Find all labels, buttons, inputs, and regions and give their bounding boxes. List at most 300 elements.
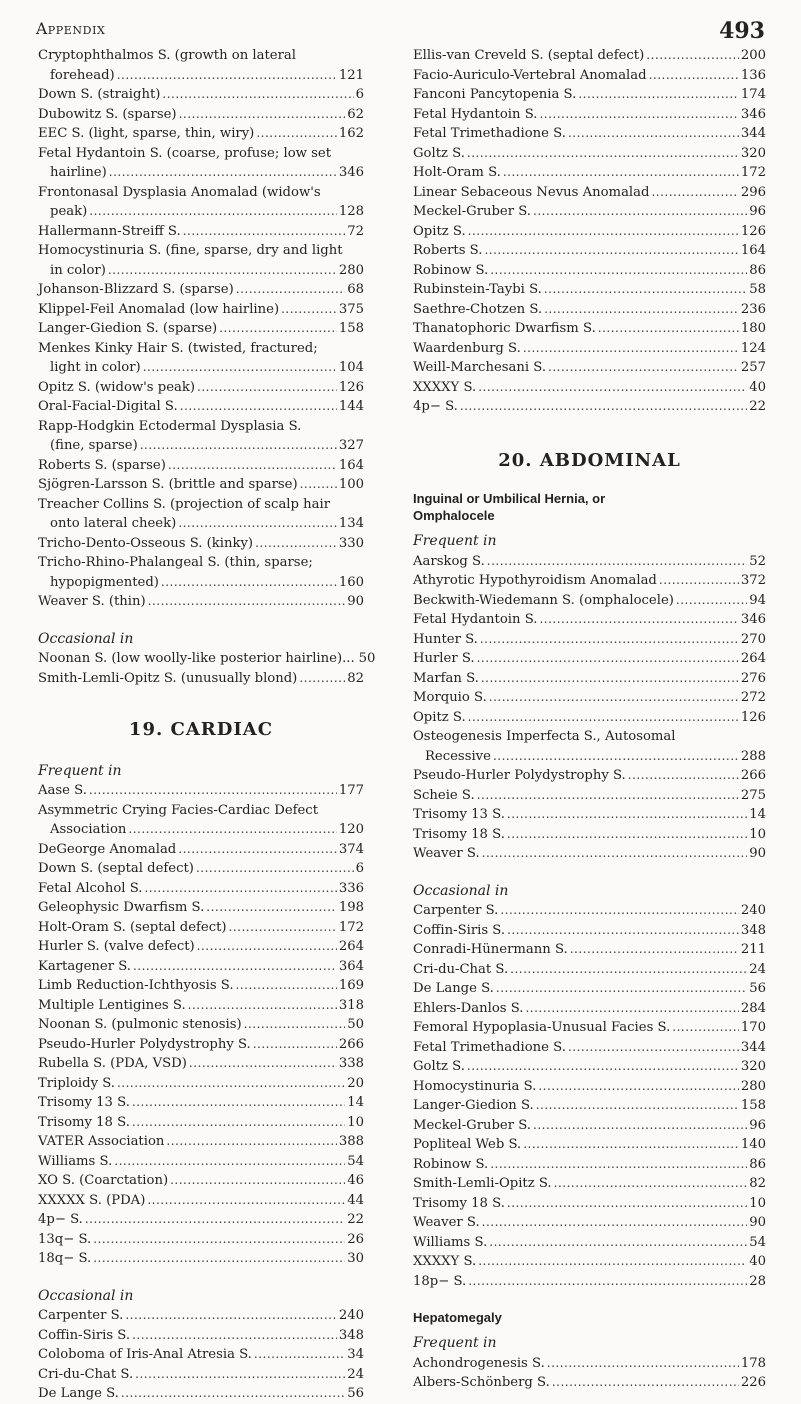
- index-entry: [38, 1035, 364, 1055]
- entry-page-number: 104: [338, 360, 364, 375]
- index-entry: [413, 144, 766, 164]
- entry-page-number: 10: [347, 1114, 364, 1130]
- group-heading-line: Inguinal or Umbilical Hernia, or: [413, 491, 606, 506]
- section-title-abdominal: 20. ABDOMINAL: [498, 449, 681, 471]
- entry-page-number: 276: [740, 670, 766, 686]
- index-entry: [38, 879, 364, 899]
- dot-leader: [482, 1213, 748, 1233]
- dot-leader: [183, 222, 346, 242]
- index-entry: [413, 1233, 766, 1253]
- index-entry: [413, 202, 766, 222]
- dot-leader: [467, 144, 739, 164]
- dot-leader: [676, 591, 747, 611]
- index-entry: [38, 1345, 364, 1365]
- index-entry: [38, 1132, 364, 1152]
- entry-name: (fine, sparse): [50, 438, 138, 453]
- dot-leader: [147, 1191, 345, 1211]
- entry-page-number: 26: [347, 1231, 364, 1247]
- group-heading-line: Omphalocele: [413, 508, 495, 523]
- entry-page-number: 364: [338, 958, 364, 974]
- dot-leader: [236, 280, 345, 300]
- dot-leader: [93, 1230, 345, 1250]
- index-entry: [413, 727, 766, 766]
- entry-name: Trisomy 18 S.: [413, 1195, 505, 1211]
- index-entry: [413, 630, 766, 650]
- index-entry: [413, 786, 766, 806]
- dot-leader: [166, 1132, 336, 1152]
- dot-leader: [478, 1252, 747, 1272]
- entry-name: forehead): [50, 67, 115, 83]
- index-entry: [38, 996, 364, 1016]
- entry-name: Rubella S. (PDA, VSD): [38, 1056, 187, 1071]
- entry-page-number: 320: [740, 1059, 766, 1074]
- entry-page-number: 56: [347, 1386, 364, 1401]
- entry-name: Osteogenesis Imperfecta S., Autosomal: [413, 729, 676, 744]
- entry-name: peak): [50, 204, 88, 219]
- entry-name: Hurler S.: [413, 651, 475, 666]
- entry-page-number: 58: [749, 282, 766, 297]
- entry-name: Ellis-van Creveld S. (septal defect): [413, 48, 645, 63]
- index-entry: [38, 649, 376, 669]
- entry-name: Fetal Trimethadione S.: [413, 126, 566, 141]
- dot-leader: [507, 825, 747, 845]
- dot-leader: [539, 105, 738, 125]
- frequent-subheading: Frequent in: [413, 533, 497, 549]
- occasional-subheading: Occasional in: [38, 630, 134, 647]
- entry-page-number: 62: [347, 106, 364, 122]
- index-entry: [38, 280, 364, 300]
- entry-name: Williams S.: [413, 1234, 488, 1250]
- index-entry: [413, 571, 766, 591]
- entry-name: Cryptophthalmos S. (growth on lateral: [38, 48, 296, 63]
- entry-page-number: 144: [338, 399, 364, 414]
- index-entry: [38, 339, 364, 378]
- entry-name: 18q− S.: [38, 1251, 92, 1266]
- entry-page-number: 14: [749, 807, 766, 822]
- dot-leader: [125, 1306, 336, 1326]
- entry-page-number: 90: [749, 846, 766, 861]
- index-entry: [413, 1194, 766, 1214]
- dot-leader: [178, 514, 337, 534]
- entry-name: Fanconi Pancytopenia S.: [413, 87, 577, 102]
- index-entry: [38, 898, 364, 918]
- index-entry: [413, 1354, 766, 1374]
- entry-name: Recessive: [425, 748, 491, 764]
- entry-page-number: 266: [338, 1036, 364, 1052]
- index-entry: [413, 940, 766, 960]
- dot-leader: [244, 1015, 346, 1035]
- entry-name: Waardenburg S.: [413, 340, 521, 356]
- entry-page-number: 126: [338, 379, 364, 395]
- index-entry: [413, 1373, 766, 1393]
- entry-name: Popliteal Web S.: [413, 1137, 522, 1152]
- entry-name: XXXXY S.: [413, 1254, 477, 1269]
- entry-name: Oral-Facial-Digital S.: [38, 399, 178, 414]
- index-entry: [413, 280, 766, 300]
- dot-leader: [168, 456, 337, 476]
- entry-page-number: 96: [749, 204, 766, 219]
- entry-name: Thanatophoric Dwarfism S.: [413, 321, 596, 336]
- entry-name: Hunter S.: [413, 631, 478, 647]
- entry-name: Opitz S. (widow's peak): [38, 379, 196, 395]
- entry-page-number: 280: [740, 1078, 766, 1094]
- entry-name: Aase S.: [38, 783, 87, 798]
- dot-leader: [507, 1194, 747, 1214]
- entry-page-number: 6: [355, 861, 364, 876]
- index-entry: [413, 610, 766, 630]
- entry-page-number: 82: [347, 670, 364, 686]
- entry-page-number: 158: [338, 321, 364, 336]
- index-entry: [38, 592, 364, 612]
- index-entry: [38, 957, 364, 977]
- dot-leader: [148, 592, 346, 612]
- hair-entry-list: [38, 46, 364, 612]
- index-entry: [413, 1077, 766, 1097]
- index-entry: [38, 1230, 364, 1250]
- dot-leader: [178, 840, 337, 860]
- entry-name: Facio-Auriculo-Vertebral Anomalad: [413, 67, 647, 83]
- entry-name: Goltz S.: [413, 145, 465, 161]
- index-entry: [413, 999, 766, 1019]
- dot-leader: [254, 1345, 345, 1365]
- running-head: Appendix: [36, 20, 106, 38]
- dot-leader: [179, 105, 346, 125]
- entry-page-number: 96: [749, 1117, 766, 1133]
- dot-leader: [121, 1384, 345, 1404]
- dot-leader: [89, 202, 337, 222]
- dot-leader: [489, 1233, 747, 1253]
- entry-name: Sjögren-Larsson S. (brittle and sparse): [38, 477, 298, 492]
- entry-page-number: 169: [338, 978, 364, 993]
- entry-name: onto lateral cheek): [50, 516, 177, 531]
- index-entry: [38, 859, 364, 879]
- index-entry: [413, 339, 766, 359]
- entry-page-number: 346: [740, 612, 766, 627]
- entry-name: Conradi-Hünermann S.: [413, 942, 568, 957]
- entry-name: in color): [50, 262, 106, 278]
- entry-name: Morquio S.: [413, 690, 487, 705]
- dot-leader: [206, 898, 337, 918]
- entry-name: XO S. (Coarctation): [38, 1173, 169, 1188]
- dot-leader: [133, 957, 337, 977]
- dot-leader: [539, 610, 738, 630]
- entry-name: 4p− S.: [413, 399, 458, 414]
- occasional-subheading: Occasional in: [38, 1287, 134, 1304]
- entry-page-number: 372: [740, 573, 766, 588]
- entry-name: Linear Sebaceous Nevus Anomalad: [413, 184, 650, 200]
- entry-page-number: 172: [338, 919, 364, 935]
- entry-name: Multiple Lentigines S.: [38, 997, 186, 1013]
- right-column: [413, 46, 766, 1393]
- entry-page-number: 240: [740, 903, 766, 918]
- entry-page-number: 327: [338, 438, 364, 453]
- dot-leader: [180, 397, 337, 417]
- index-entry: [38, 1171, 364, 1191]
- entry-page-number: 134: [338, 516, 364, 531]
- entry-page-number: 336: [338, 880, 364, 896]
- entry-page-number: 344: [740, 1039, 766, 1055]
- entry-page-number: 164: [740, 243, 766, 258]
- index-entry: [38, 241, 364, 280]
- entry-page-number: 158: [740, 1098, 766, 1113]
- dot-leader: [544, 300, 739, 320]
- entry-name: Johanson-Blizzard S. (sparse): [38, 282, 234, 297]
- index-entry: [38, 417, 364, 456]
- entry-page-number: 346: [338, 165, 364, 180]
- entry-page-number: 72: [347, 223, 364, 239]
- index-entry: [413, 183, 766, 203]
- index-entry: [413, 105, 766, 125]
- entry-page-number: 56: [749, 981, 766, 996]
- index-entry: [413, 1116, 766, 1136]
- entry-name: Limb Reduction-Ichthyosis S.: [38, 978, 234, 993]
- entry-page-number: 160: [338, 574, 364, 590]
- entry-name: Geleophysic Dwarfism S.: [38, 900, 205, 915]
- entry-page-number: 284: [740, 1000, 766, 1016]
- index-entry: [413, 1174, 766, 1194]
- entry-page-number: 136: [740, 67, 766, 83]
- dot-leader: [544, 280, 747, 300]
- entry-page-number: 198: [338, 900, 364, 915]
- dot-leader: [672, 1018, 739, 1038]
- entry-name: Hurler S. (valve defect): [38, 939, 195, 954]
- dot-leader: [500, 901, 738, 921]
- entry-name: Asymmetric Crying Facies-Cardiac Defect: [38, 802, 318, 818]
- entry-name: Down S. (septal defect): [38, 861, 194, 876]
- dot-leader: [117, 1074, 345, 1094]
- dot-leader: [628, 766, 739, 786]
- entry-name: Weaver S. (thin): [38, 594, 146, 609]
- entry-page-number: 200: [740, 48, 766, 63]
- section-title-cardiac: 19. CARDIAC: [128, 719, 274, 740]
- dot-leader: [598, 319, 739, 339]
- entry-name: Kartagener S.: [38, 958, 131, 974]
- entry-name: Marfan S.: [413, 670, 479, 686]
- entry-name: Albers-Schönberg S.: [413, 1375, 550, 1390]
- entry-name: Fetal Hydantoin S. (coarse, profuse; low set: [38, 145, 332, 161]
- entry-name: 18p− S.: [413, 1273, 467, 1289]
- dot-leader: [132, 1093, 345, 1113]
- entry-name: Roberts S. (sparse): [38, 457, 166, 473]
- entry-name: XXXXY S.: [413, 379, 477, 395]
- entry-page-number: 164: [338, 457, 364, 473]
- index-entry: [413, 66, 766, 86]
- index-entry: [38, 456, 364, 476]
- index-entry: [38, 1384, 364, 1404]
- index-entry: [413, 688, 766, 708]
- group-heading-hernia: [413, 490, 766, 524]
- entry-page-number: 344: [740, 126, 766, 141]
- entry-name: Fetal Hydantoin S.: [413, 612, 538, 627]
- dot-leader: [493, 747, 739, 767]
- cardiac-occasional-list: [38, 1306, 364, 1404]
- entry-name: Tricho-Dento-Osseous S. (kinky): [38, 535, 254, 551]
- dot-leader: [109, 163, 337, 183]
- entry-page-number: 24: [749, 961, 766, 977]
- dot-leader: [170, 1171, 345, 1191]
- dot-leader: [196, 859, 354, 879]
- entry-page-number: 170: [740, 1020, 766, 1035]
- frequent-subheading: Frequent in: [38, 762, 122, 779]
- entry-page-number: 240: [338, 1308, 364, 1323]
- entry-page-number: 22: [749, 399, 766, 414]
- entry-name: hypopigmented): [50, 574, 159, 590]
- entry-page-number: 120: [338, 822, 364, 837]
- entry-name: Langer-Giedion S.: [413, 1098, 534, 1113]
- entry-name: Ehlers-Danlos S.: [413, 1000, 524, 1016]
- entry-name: Down S. (straight): [38, 87, 161, 102]
- index-entry: [38, 475, 364, 495]
- index-entry: [413, 261, 766, 281]
- index-entry: [38, 937, 364, 957]
- index-entry: [38, 801, 364, 840]
- dot-leader: [108, 261, 337, 281]
- entry-name: Williams S.: [38, 1153, 113, 1169]
- entry-page-number: 68: [347, 282, 364, 297]
- index-entry: [38, 378, 364, 398]
- index-entry: [413, 669, 766, 689]
- entry-name: 4p− S.: [38, 1212, 83, 1227]
- hernia-occasional-list: [413, 901, 766, 1291]
- entry-page-number: 140: [740, 1137, 766, 1152]
- index-entry: [413, 1038, 766, 1058]
- entry-page-number: 348: [338, 1327, 364, 1343]
- entry-page-number: 264: [338, 939, 364, 954]
- dot-leader: [533, 1116, 747, 1136]
- entry-page-number: 264: [740, 651, 766, 666]
- entry-name: Homocystinuria S. (fine, sparse, dry and light: [38, 243, 343, 258]
- dot-leader: [188, 996, 337, 1016]
- dot-leader: [568, 124, 739, 144]
- entry-page-number: 126: [740, 223, 766, 239]
- entry-name: Noonan S. (low woolly-like posterior hairline)...: [38, 651, 355, 666]
- entry-name: Klippel-Feil Anomalad (low hairline): [38, 301, 280, 317]
- entry-name: Cri-du-Chat S.: [38, 1366, 134, 1382]
- entry-page-number: 288: [740, 748, 766, 764]
- entry-name: Rubinstein-Taybi S.: [413, 282, 542, 297]
- hernia-frequent-list: [413, 552, 766, 864]
- entry-page-number: 54: [347, 1153, 364, 1169]
- index-entry: [413, 222, 766, 242]
- index-entry: [413, 300, 766, 320]
- dot-leader: [578, 85, 739, 105]
- dot-leader: [467, 1057, 739, 1077]
- index-entry: [413, 591, 766, 611]
- dot-leader: [128, 820, 336, 840]
- hepatomegaly-frequent-list: [413, 1354, 766, 1393]
- index-entry: [38, 397, 364, 417]
- entry-name: Scheie S.: [413, 787, 475, 803]
- dot-leader: [468, 1272, 747, 1292]
- entry-name: Holt-Oram S. (septal defect): [38, 919, 227, 935]
- index-entry: [413, 960, 766, 980]
- entry-name: Carpenter S.: [413, 903, 499, 918]
- dot-leader: [507, 805, 747, 825]
- entry-page-number: 126: [740, 709, 766, 725]
- entry-name: Dubowitz S. (sparse): [38, 106, 177, 122]
- entry-name: Trisomy 13 S.: [413, 807, 505, 822]
- index-entry: [38, 553, 364, 592]
- cardiac-frequent-list: [38, 781, 364, 1269]
- entry-page-number: 46: [347, 1173, 364, 1188]
- index-entry: [413, 124, 766, 144]
- index-entry: [413, 1252, 766, 1272]
- dot-leader: [132, 1113, 345, 1133]
- dot-leader: [477, 649, 739, 669]
- index-entry: [413, 319, 766, 339]
- dot-leader: [117, 66, 337, 86]
- entry-name: EEC S. (light, sparse, thin, wiry): [38, 126, 255, 141]
- entry-name: Goltz S.: [413, 1059, 465, 1074]
- entry-page-number: 374: [338, 841, 364, 857]
- dot-leader: [552, 1373, 739, 1393]
- entry-page-number: 180: [740, 321, 766, 336]
- entry-page-number: 44: [347, 1192, 364, 1208]
- entry-page-number: 6: [355, 87, 364, 102]
- entry-name: hairline): [50, 165, 107, 180]
- entry-page-number: 40: [749, 379, 766, 395]
- dot-leader: [236, 976, 337, 996]
- entry-name: Pseudo-Hurler Polydystrophy S.: [38, 1036, 251, 1052]
- entry-name: Coffin-Siris S.: [38, 1327, 131, 1343]
- entry-page-number: 10: [749, 826, 766, 842]
- index-entry: [38, 1365, 364, 1385]
- entry-name: Cri-du-Chat S.: [413, 961, 509, 977]
- index-entry: [413, 649, 766, 669]
- entry-page-number: 348: [740, 922, 766, 938]
- entry-page-number: 226: [740, 1375, 766, 1390]
- entry-name: Weill-Marchesani S.: [413, 360, 547, 375]
- dot-leader: [490, 1155, 747, 1175]
- entry-name: Pseudo-Hurler Polydystrophy S.: [413, 768, 626, 783]
- dot-leader: [490, 261, 747, 281]
- index-entry: [413, 1272, 766, 1292]
- entry-name: Fetal Hydantoin S.: [413, 106, 538, 122]
- entry-page-number: 320: [740, 145, 766, 161]
- dot-leader: [507, 921, 739, 941]
- entry-name: Trisomy 18 S.: [38, 1114, 130, 1130]
- entry-name: Femoral Hypoplasia-Unusual Facies S.: [413, 1020, 671, 1035]
- entry-page-number: 82: [749, 1176, 766, 1191]
- entry-page-number: 52: [749, 553, 766, 569]
- dot-leader: [649, 66, 739, 86]
- entry-page-number: 177: [338, 783, 364, 798]
- entry-page-number: 346: [740, 106, 766, 122]
- entry-page-number: 10: [749, 1195, 766, 1211]
- dot-leader: [646, 46, 739, 66]
- index-entry: [38, 1074, 364, 1094]
- entry-name: Robinow S.: [413, 262, 489, 278]
- entry-page-number: 86: [749, 262, 766, 278]
- group-heading-hepatomegaly: Hepatomegaly: [413, 1310, 502, 1325]
- index-entry: [38, 300, 364, 320]
- entry-page-number: 270: [740, 631, 766, 647]
- dot-leader: [253, 1035, 337, 1055]
- dot-leader: [256, 124, 337, 144]
- index-entry: [38, 840, 364, 860]
- index-entry: [413, 1155, 766, 1175]
- entry-name: Smith-Lemli-Opitz S.: [413, 1176, 552, 1191]
- index-entry: [38, 1191, 364, 1211]
- index-entry: [413, 979, 766, 999]
- index-entry: [38, 781, 364, 801]
- index-entry: [38, 46, 364, 85]
- entry-name: Coloboma of Iris-Anal Atresia S.: [38, 1347, 252, 1362]
- index-entry: [413, 766, 766, 786]
- entry-name: light in color): [50, 360, 141, 375]
- entry-name: Homocystinuria S.: [413, 1078, 537, 1094]
- index-entry: [38, 1326, 364, 1346]
